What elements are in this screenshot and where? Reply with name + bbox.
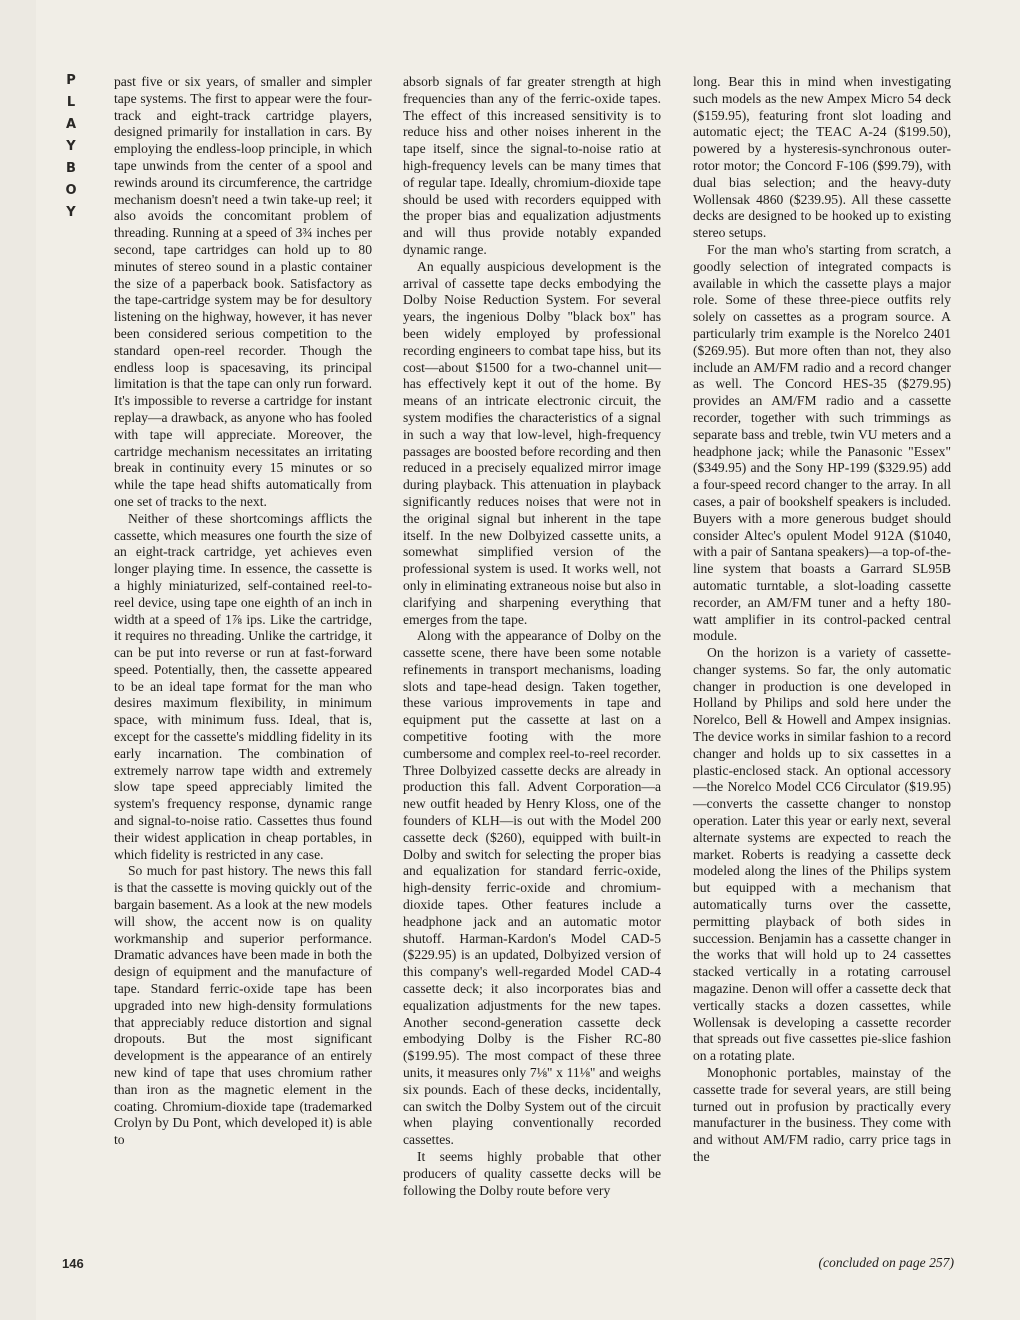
side-title-letter: A [65,117,77,132]
paragraph: absorb signals of far greater strength at high frequencies than any of the ferric-oxide tapes. The effect of this increased sensitivity is to reduce hiss and other noises inherent in the tape itself, since the signal-to-noise ratio at high-frequency levels can be many times that of regular tape. Ideally, chromium-dioxide tape should be used with recorders equipped with the proper bias and equalization adjustments and will thus provide notably expanded dynamic range. [403,74,661,257]
magazine-side-title [60,70,82,224]
paragraph: An equally auspicious development is the arrival of cassette tape decks embodying the Dolby Noise Reduction System. For several years, the ingenious Dolby "black box" has been widely employed by professional recording engineers to combat tape hiss, but its cost—about $1500 for a two-channel unit—has effectively kept it out of the home. By means of an intricate electronic circuit, the system modifies the characteristics of a signal in such a way that low-level, high-frequency passages are boosted before recording and then reduced in a precisely equalized mirror image during playback. This attenuation in playback significantly reduces noises that were not in the original signal but inherent in the tape itself. In the new Dolbyized cassette units, a somewhat simplified version of the professional system is used. It works well, not only in eliminating extraneous noise but also in clarifying and sharpening everything that emerges from the tape. [403,258,661,627]
side-title-letter: Y [66,139,76,154]
paragraph: Along with the appearance of Dolby on the cassette scene, there have been some notable refinements in transport mechanisms, loading slots and tape-head design. Taken together, these various improvements in tape and equipment put the cassette at last on a competitive footing with the more cumbersome and complex reel-to-reel recorder. Three Dolbyized cassette decks are already in production this fall. Advent Corporation—a new outfit headed by Henry Kloss, one of the founders of KLH—is out with the Model 200 cassette deck ($260), equipped with built-in Dolby and switch for selecting the proper bias and equalization for standard ferric-oxide, high-density ferric-oxide and chromium-dioxide tapes. Other features include a headphone jack and an automatic motor shutoff. Harman-Kardon's Model CAD-5 ($229.95) is an updated, Dolbyized version of this company's well-regarded Model CAD-4 cassette deck; it also incorporates bias and equalization adjustments for the new tapes. Another second-generation cassette deck embodying Dolby is the Fisher RC-80 ($199.95). The most compact of these three units, it measures only 7⅛" x 11⅛" and weighs six pounds. Each of these decks, incidentally, can switch the Dolby System out of the circuit when playing conventionally recorded cassettes. [403,628,661,1148]
side-title-letter: L [66,95,76,110]
paragraph: So much for past history. The news this fall is that the cassette is moving quickly out of the bargain basement. As a look at the new models will show, the accent now is on quality workmanship and superior performance. Dramatic advances have been made in both the design of equipment and the manufacture of tape. Standard ferric-oxide tape has been upgraded into new high-density formulations that appreciably reduce distortion and signal dropouts. But the most significant development is the appearance of an entirely new kind of tape that uses chromium rather than iron as the magnetic element in the coating. Chromium-dioxide tape (trademarked Crolyn by Du Pont, which developed it) is able to [114,863,372,1148]
paragraph: It seems highly probable that other producers of quality cassette decks will be following the Dolby route before very [403,1149,661,1198]
side-title-letter: O [65,183,77,198]
paragraph: Neither of these shortcomings afflicts the cassette, which measures one fourth the size of an eight-track cartridge, yet achieves even longer playing time. In essence, the cassette is a highly miniaturized, self-contained reel-to-reel device, using tape one eighth of an inch in width at a speed of 1⅞ ips. Like the cartridge, it requires no threading. Unlike the cartridge, it can be put into reverse or run at fast-forward speed. Potentially, then, the cassette appeared to be an ideal tape format for the man who desires maximum flexibility, in minimum space, with minimum fuss. Ideal, that is, except for the cassette's middling fidelity in its early incarnation. The combination of extremely narrow tape width and extremely slow tape speed appreciably limited the system's frequency response, dynamic range and signal-to-noise ratio. Cassettes thus found their widest application in cheap portables, in which fidelity is restricted in any case. [114,510,372,862]
page-number: 146 [62,1256,84,1271]
text-column-1 [114,74,372,1149]
text-column-2 [403,74,661,1199]
side-title-letter: B [66,161,76,176]
paragraph: long. Bear this in mind when investigating such models as the new Ampex Micro 54 deck ($159.95), featuring front slot loading and automatic eject; the TEAC A-24 ($199.50), powered by a hysteresis-synchronous outer-rotor motor; the Concord F-106 ($99.79), with dual bias selection; and the heavy-duty Wollensak 4860 ($239.95). All these cassette decks are designed to be hooked up to existing stereo setups. [693,74,951,241]
paragraph: For the man who's starting from scratch, a goodly selection of integrated compacts is available in which the cassette plays a major role. Some of these three-piece outfits rely solely on cassettes as a program source. A particularly trim example is the Norelco 2401 ($269.95). But more often than not, they also include an AM/FM radio and a record changer as well. The Concord HES-35 ($279.95) provides an AM/FM radio and a cassette recorder, together with such trimmings as separate bass and treble, twin VU meters and a headphone jack; while the Panasonic "Essex" ($349.95) and the Sony HP-199 ($329.95) add a four-speed record changer to the array. In all cases, a pair of bookshelf speakers is included. Buyers with a more generous budget should consider Altec's opulent Model 912A ($1040, with a pair of Santana speakers)—a top-of-the-line system that boasts a Garrard SL95B automatic turntable, a slot-loading cassette recorder, an AM/FM tuner and a hefty 180-watt amplifier in its control-packed central module. [693,241,951,644]
side-title-letter: Y [66,205,76,220]
continuation-note: (concluded on page 257) [818,1255,954,1270]
paragraph: past five or six years, of smaller and simpler tape systems. The first to appear were the four-track and eight-track cartridge players, designed primarily for installation in cars. By employing the endless-loop principle, in which tape unwinds from the center of a spool and rewinds around its circumference, the cartridge mechanism doesn't need a twin take-up reel; it also avoids the concomitant problem of threading. Running at a speed of 3¾ inches per second, tape cartridges can hold up to 80 minutes of stereo sound in a plastic container the size of a paperback book. Satisfactory as the tape-cartridge system may be for desultory listening on the highway, however, it has never been considered serious competition to the standard open-reel recorder. Though the endless loop is spacesaving, its principal limitation is that the tape can only run forward. It's impossible to reverse a cartridge for instant replay—a drawback, as anyone who has fooled with tape will appreciate. Moreover, the cartridge mechanism necessitates an irritating break in continuity every 15 minutes or so while the tape head shifts automatically from one set of tracks to the next. [114,74,372,509]
text-column-3 [693,74,951,1166]
side-title-letter: P [66,73,76,88]
paragraph: Monophonic portables, mainstay of the cassette trade for several years, are still being turned out in profusion by practically every manufacturer in the business. They come with and without AM/FM radio, carry price tags in the [693,1065,951,1164]
paragraph: On the horizon is a variety of cassette-changer systems. So far, the only automatic changer in production is one developed in Holland by Philips and sold here under the Norelco, Bell & Howell and Ampex insignias. The device works in similar fashion to a record changer and holds up to six cassettes in a plastic-enclosed stack. An optional accessory—the Norelco Model CC6 Circulator ($19.95)—converts the cassette changer to nonstop operation. Later this year or early next, several alternate systems are expected to reach the market. Roberts is readying a cassette deck modeled along the lines of the Philips system but equipped with a mechanism that automatically turns over the cassette, permitting playback of both sides in succession. Benjamin has a cassette changer in the works that will hold up to 24 cassettes stacked vertically in a rotating carrousel magazine. Denon will offer a cassette deck that vertically stacks a dozen cassettes, while Wollensak is developing a cassette recorder that spreads out five cassettes pie-slice fashion on a rotating plate. [693,645,951,1064]
